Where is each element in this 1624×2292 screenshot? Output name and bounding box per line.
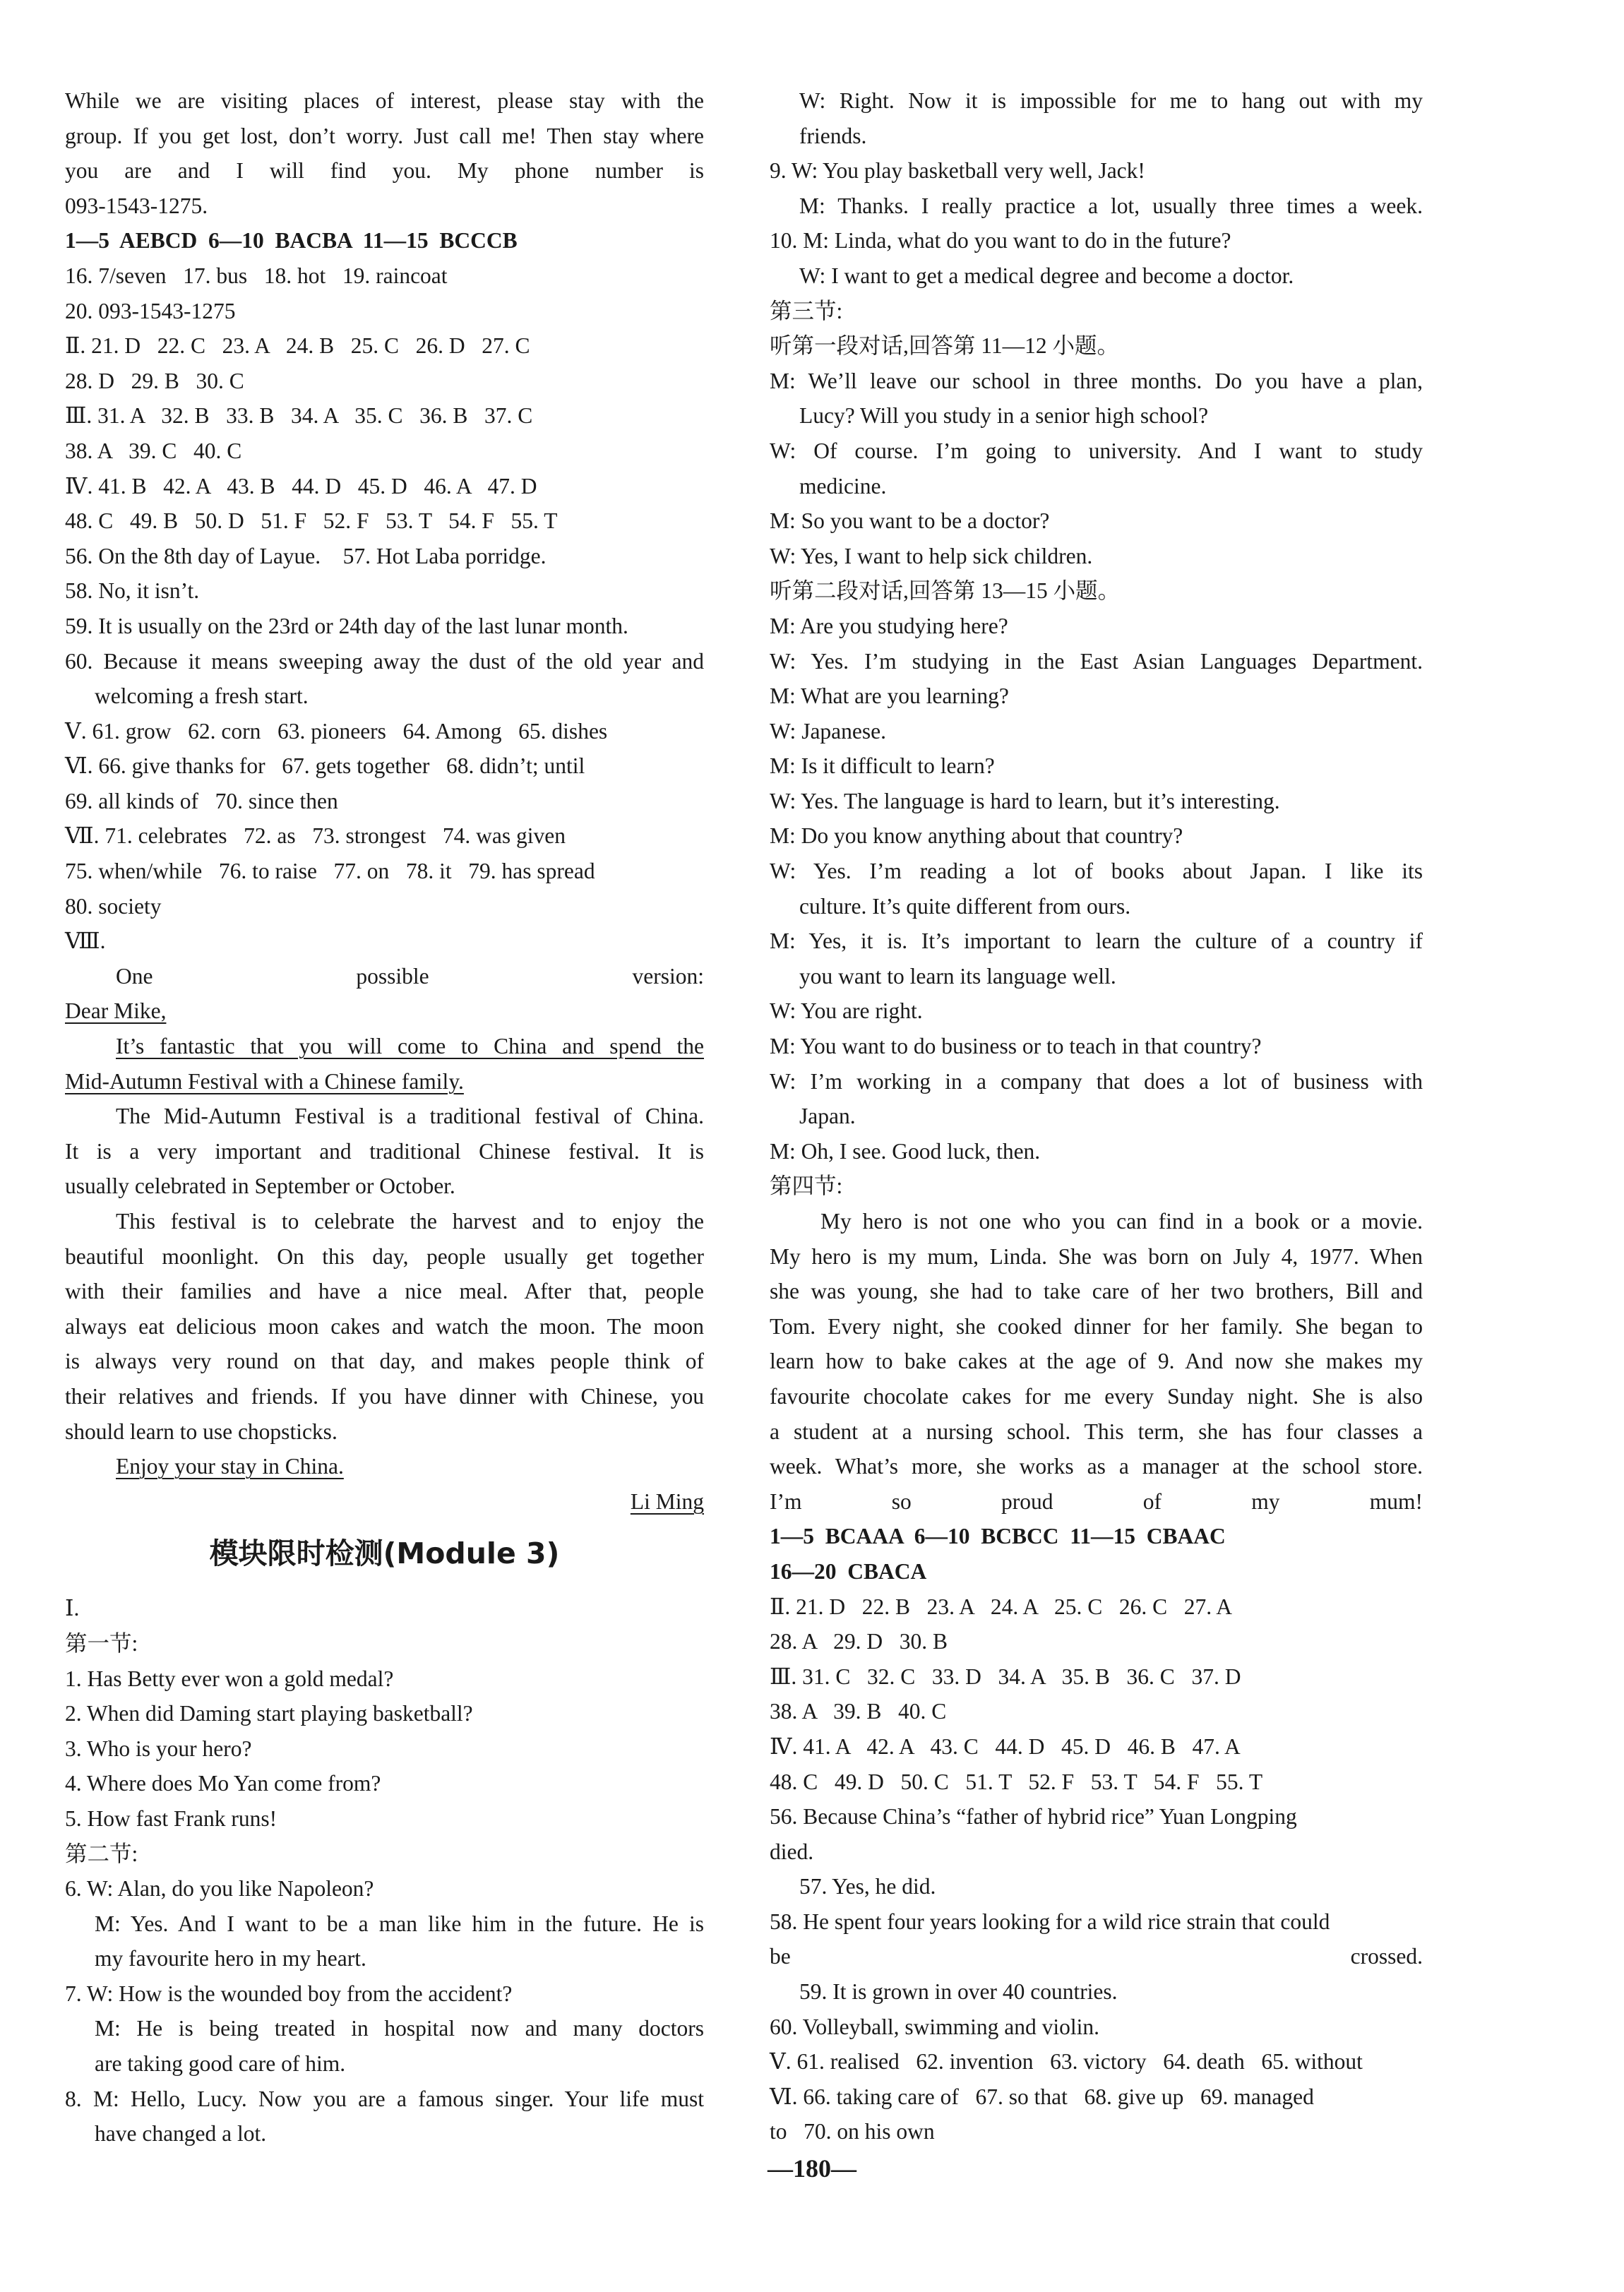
text-line: W: Yes. The language is hard to learn, but it’s interesting. [770,788,1280,813]
text-line: medicine. [799,473,887,499]
text-line: 1—5 AEBCD 6—10 BACBA 11—15 BCCCB [65,228,518,253]
text-line: 2. When did Daming start playing basketball? [65,1701,473,1726]
text-line: 第一节: [65,1630,138,1656]
text-line [65,1484,704,1520]
section-heading: 模块限时检测(Module 3) [209,1536,560,1571]
text-line: 59. It is usually on the 23rd or 24th day of the last lunar month. [65,613,628,638]
text-line: Ⅳ. 41. B 42. A 43. B 44. D 45. D 46. A 47. D [65,473,537,499]
left-answer-block [65,83,704,1519]
text-line: 20. 093-1543-1275 [65,298,236,323]
text-line: Ⅲ. 31. C 32. C 33. D 34. A 35. B 36. C 37. D [770,1664,1241,1689]
text-line [65,993,704,1029]
text-line: their relatives and friends. If you have dinner with Chinese, you [65,1383,704,1409]
underlined-text: Mid-Autumn Festival with a Chinese family. [65,1068,464,1094]
text-line: M: Are you studying here? [770,613,1008,638]
text-line: usually celebrated in September or October. [65,1174,455,1199]
text-line: W: I want to get a medical degree and become a doctor. [799,263,1294,288]
text-line: Tom. Every night, she cooked dinner for her family. She began to [770,1313,1423,1339]
text-line: 10. M: Linda, what do you want to do in the future? [770,228,1231,253]
listening-transcript-block [65,1591,704,2151]
text-line: 5. How fast Frank runs! [65,1805,277,1831]
text-line: While we are visiting places of interest, please stay with the [65,88,704,113]
text-line: 6. W: Alan, do you like Napoleon? [65,1876,374,1902]
text-line: W: Yes. I’m reading a lot of books about Japan. I like its [770,859,1423,884]
text-line: 38. A 39. C 40. C [65,438,242,463]
text-line: M: Yes. And I want to be a man like him in the future. He is [95,1911,704,1936]
text-line: I’m so proud of my mum! [770,1488,1423,1514]
text-line: a student at a nursing school. This term, she has four classes a [770,1419,1423,1444]
text-line: Ⅷ. [65,929,106,954]
text-line: 1. Has Betty ever won a gold medal? [65,1666,394,1691]
text-line: M: Is it difficult to learn? [770,753,995,779]
text-line: with their families and have a nice meal. After that, people [65,1279,704,1304]
text-line: 16—20 CBACA [770,1558,927,1584]
underlined-text: Li Ming [630,1488,704,1514]
text-line: 4. Where does Mo Yan come from? [65,1771,381,1796]
text-line: Ⅵ. 66. give thanks for 67. gets together 68. didn’t; until [65,753,585,779]
text-line: should learn to use chopsticks. [65,1419,338,1444]
text-line: 9. W: You play basketball very well, Jack! [770,158,1145,184]
text-line: always eat delicious moon cakes and watch the moon. The moon [65,1313,704,1339]
text-line: W: Yes, I want to help sick children. [770,543,1093,568]
text-line: M: He is being treated in hospital now and many doctors [95,2016,704,2041]
text-line: learn how to bake cakes at the age of 9. And now she makes my [770,1349,1423,1374]
text-line: 3. Who is your hero? [65,1736,252,1761]
text-line: Ⅴ. 61. realised 62. invention 63. victory 64. death 65. without [770,2049,1363,2075]
text-line: you want to learn its language well. [799,963,1116,989]
text-line: 16. 7/seven 17. bus 18. hot 19. raincoat [65,263,448,288]
text-line: have changed a lot. [95,2121,267,2147]
text-line: 56. On the 8th day of Layue. 57. Hot Laba porridge. [65,543,547,568]
text-line: W: Japanese. [770,718,887,744]
text-line: 60. Volleyball, swimming and violin. [770,2014,1099,2039]
text-line: week. What’s more, she works as a manager at the school store. [770,1454,1423,1479]
text-line: One possible version: [116,963,704,989]
right-column [770,83,1423,2149]
text-line: M: So you want to be a doctor? [770,508,1050,534]
text-line: 56. Because China’s “father of hybrid rice” Yuan Longping [770,1804,1297,1830]
text-line: 60. Because it means sweeping away the dust of the old year and [65,648,704,674]
text-line: 7. W: How is the wounded boy from the accident? [65,1981,513,2006]
text-line: beautiful moonlight. On this day, people usually get together [65,1243,704,1269]
text-line: Ⅱ. 21. D 22. B 23. A 24. A 25. C 26. C 27. A [770,1594,1232,1619]
text-line: Ⅳ. 41. A 42. A 43. C 44. D 45. D 46. B 47. A [770,1733,1241,1759]
right-text-block [770,83,1423,2149]
text-line [65,1029,704,1064]
text-line: 58. No, it isn’t. [65,578,200,604]
text-line: 第四节: [770,1174,843,1199]
text-line: Ⅵ. 66. taking care of 67. so that 68. give up 69. managed [770,2084,1314,2109]
text-line: group. If you get lost, don’t worry. Just call me! Then stay where [65,123,704,148]
text-line: W: I’m working in a company that does a lot of business with [770,1068,1423,1094]
text-line: 第二节: [65,1841,138,1866]
text-line: be crossed. [770,1944,1423,1969]
text-line: 28. A 29. D 30. B [770,1629,948,1654]
text-line [65,1449,704,1484]
text-line [65,1064,704,1099]
text-line: Japan. [799,1104,856,1129]
text-line: 48. C 49. D 50. C 51. T 52. F 53. T 54. F 55. T [770,1769,1263,1794]
text-line: Ⅴ. 61. grow 62. corn 63. pioneers 64. Among 65. dishes [65,718,608,744]
text-line: M: Oh, I see. Good luck, then. [770,1138,1041,1164]
text-line: Ⅱ. 21. D 22. C 23. A 24. B 25. C 26. D 27. C [65,333,530,359]
text-line: Ⅰ. [65,1596,80,1621]
text-line: M: Thanks. I really practice a lot, usually three times a week. [799,193,1423,218]
text-line: died. [770,1839,814,1864]
underlined-text: Enjoy your stay in China. [116,1454,344,1479]
page-number: —180— [768,2154,856,2183]
text-line: M: You want to do business or to teach in that country? [770,1034,1262,1059]
text-line: are taking good care of him. [95,2051,346,2077]
underlined-text: It’s fantastic that you will come to China and spend the [116,1034,704,1059]
text-line: 38. A 39. B 40. C [770,1699,947,1724]
text-line: 58. He spent four years looking for a wild rice strain that could [770,1909,1330,1934]
underlined-text: Dear Mike, [65,998,167,1024]
text-line: 28. D 29. B 30. C [65,368,244,393]
text-line: my favourite hero in my heart. [95,1946,366,1971]
text-line: This festival is to celebrate the harvest and to enjoy the [116,1209,704,1234]
text-line: The Mid-Autumn Festival is a traditional festival of China. [116,1104,704,1129]
text-line: M: Yes, it is. It’s important to learn the culture of a country if [770,929,1423,954]
text-line: 听第一段对话,回答第 11—12 小题。 [770,333,1119,359]
text-line: 75. when/while 76. to raise 77. on 78. it 79. has spread [65,859,595,884]
text-line: 听第二段对话,回答第 13—15 小题。 [770,578,1121,604]
text-line: 80. society [65,893,162,919]
text-line: to 70. on his own [770,2119,935,2144]
text-line: culture. It’s quite different from ours. [799,893,1131,919]
text-line: 69. all kinds of 70. since then [65,788,338,813]
text-line: It is a very important and traditional Chinese festival. It is [65,1138,704,1164]
text-line: 57. Yes, he did. [799,1874,936,1899]
text-line: 第三节: [770,298,843,323]
text-line: 59. It is grown in over 40 countries. [799,1979,1118,2005]
text-line: favourite chocolate cakes for me every Sunday night. She is also [770,1383,1423,1409]
text-line: W: Right. Now it is impossible for me to hang out with my [799,88,1423,113]
text-line: 8. M: Hello, Lucy. Now you are a famous singer. Your life must [65,2086,704,2111]
text-line: Ⅶ. 71. celebrates 72. as 73. strongest 74. was given [65,823,566,849]
text-line: W: Yes. I’m studying in the East Asian Languages Department. [770,648,1423,674]
text-line: My hero is not one who you can find in a book or a movie. [820,1209,1423,1234]
text-line: welcoming a fresh start. [95,684,309,709]
text-line: Ⅲ. 31. A 32. B 33. B 34. A 35. C 36. B 37. C [65,403,533,429]
text-line: M: Do you know anything about that country? [770,823,1183,849]
text-line: is always very round on that day, and makes people think of [65,1349,704,1374]
left-column [65,83,704,2151]
text-line: you are and I will find you. My phone number is [65,158,704,184]
text-line: 48. C 49. B 50. D 51. F 52. F 53. T 54. F 55. T [65,508,558,534]
text-line: 1—5 BCAAA 6—10 BCBCC 11—15 CBAAC [770,1524,1226,1549]
text-line: W: Of course. I’m going to university. And I want to study [770,438,1423,463]
text-line: M: We’ll leave our school in three months. Do you have a plan, [770,368,1423,393]
text-line: My hero is my mum, Linda. She was born on July 4, 1977. When [770,1243,1423,1269]
text-line: 093-1543-1275. [65,193,208,218]
text-line: M: What are you learning? [770,684,1009,709]
text-line: friends. [799,123,867,148]
text-line: W: You are right. [770,998,923,1024]
text-line: Lucy? Will you study in a senior high school? [799,403,1209,429]
text-line: she was young, she had to take care of her two brothers, Bill and [770,1279,1423,1304]
